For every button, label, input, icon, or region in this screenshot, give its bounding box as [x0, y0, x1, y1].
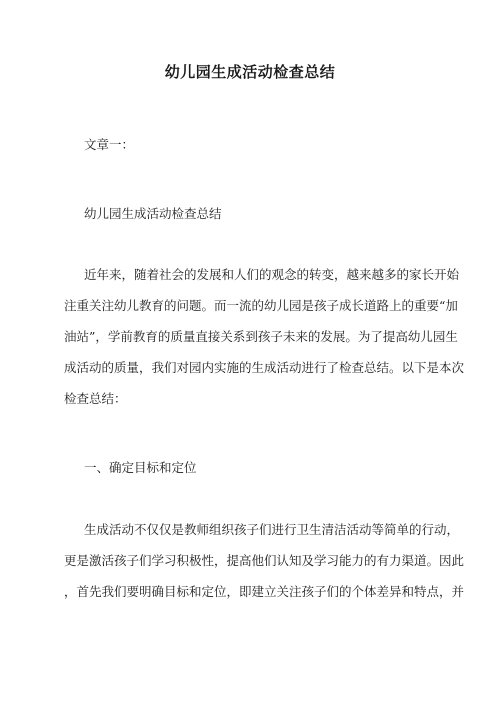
section-heading: 一、确定目标和定位 — [84, 460, 197, 475]
paragraph-line: 注重关注幼儿教育的问题。而一流的幼儿园是孩子成长道路上的重要“加 — [64, 298, 458, 313]
document-title: 幼儿园生成活动检查总结 — [164, 63, 336, 81]
paragraph-line: 检查总结： — [64, 391, 127, 406]
paragraph-line: 更是激活孩子们学习积极性，提高他们认知及学习能力的有力渠道。因此 — [64, 553, 465, 568]
article-subtitle: 幼儿园生成活动检查总结 — [84, 206, 222, 221]
paragraph-line: 油站”，学前教育的质量直接关系到孩子未来的发展。为了提高幼儿园生 — [64, 329, 458, 344]
paragraph-line: 近年来，随着社会的发展和人们的观念的转变，越来越多的家长开始 — [84, 267, 460, 282]
paragraph-line: 生成活动不仅仅是教师组织孩子们进行卫生清洁活动等简单的行动， — [84, 522, 460, 537]
paragraph-line: 成活动的质量，我们对园内实施的生成活动进行了检查总结。以下是本次 — [64, 360, 465, 375]
paragraph-line: ，首先我们要明确目标和定位，即建立关注孩子们的个体差异和特点，并 — [64, 584, 465, 599]
article-label: 文章一： — [84, 137, 135, 152]
